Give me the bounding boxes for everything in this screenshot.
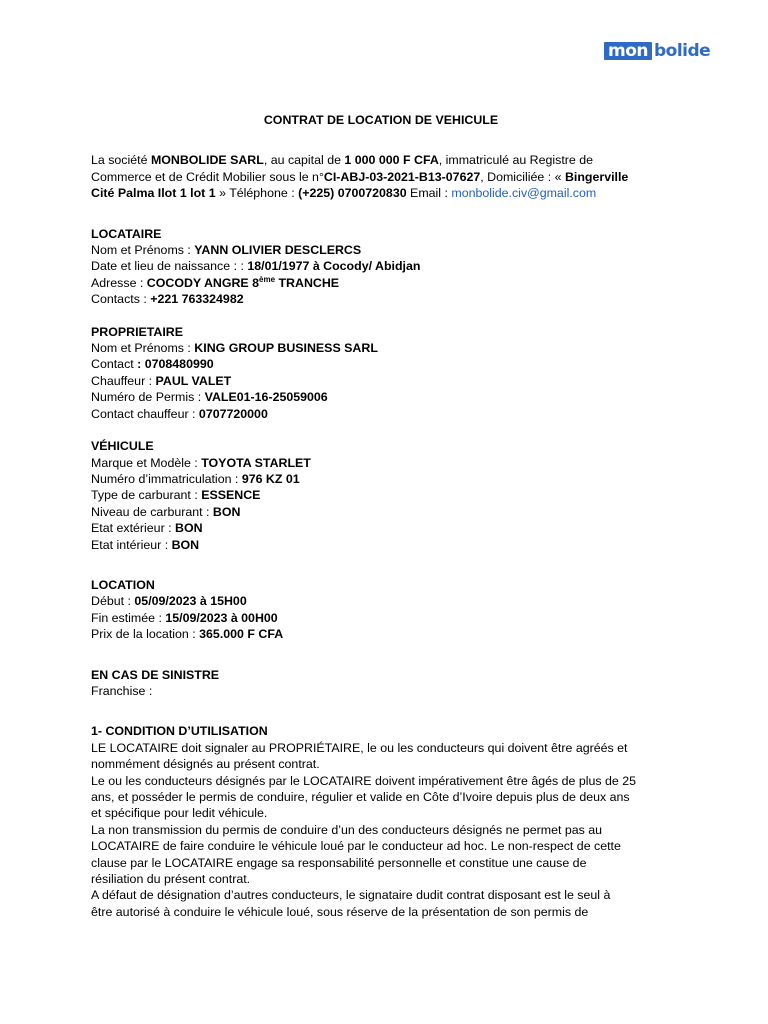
- rccm-number: CI-ABJ-03-2021-B13-07627: [323, 169, 481, 184]
- franchise-label: Franchise :: [91, 683, 153, 698]
- condition-line: LOCATAIRE de faire conduire le véhicule loué par le conducteur ad hoc. Le non-respect de cette: [91, 839, 621, 854]
- condition-line: ans, et posséder le permis de conduire, régulier et valide en Côte d’Ivoire depuis plus de deux ans: [91, 790, 630, 804]
- fuel-type: ESSENCE: [201, 488, 261, 503]
- driver-permit-number: VALE01-16-25059006: [204, 390, 328, 405]
- proprietaire-contact: : 0708480990: [137, 357, 214, 372]
- locataire-heading: LOCATAIRE: [91, 226, 162, 241]
- logo-part-bolide: bolide: [654, 41, 711, 61]
- section-location: LOCATION Début : 05/09/2023 à 15H00 Fin estimée : 15/09/2023 à 00H00 Prix de la location : 365.000 F CFA: [91, 577, 671, 643]
- proprietaire-name: KING GROUP BUSINESS SARL: [194, 341, 378, 356]
- logo-part-mon: mon: [604, 42, 652, 60]
- company-email-link[interactable]: monbolide.civ@gmail.com: [451, 186, 597, 201]
- fuel-level: BON: [212, 504, 241, 519]
- condition-line: La non transmission du permis de conduire d’un des conducteurs désignés ne permet pas au: [91, 822, 603, 837]
- section-sinistre: [91, 667, 671, 700]
- location-heading: LOCATION: [91, 577, 155, 592]
- rental-end: 15/09/2023 à 00H00: [165, 610, 278, 625]
- company-phone: (+225) 0700720830: [298, 186, 407, 201]
- contract-title: CONTRAT DE LOCATION DE VEHICULE: [263, 113, 499, 127]
- vehicle-plate: 976 KZ 01: [241, 471, 300, 486]
- rental-start: 05/09/2023 à 15H00: [134, 594, 247, 609]
- driver-contact: 0707720000: [198, 406, 268, 421]
- address-part-2: Cité Palma Ilot 1 lot 1: [91, 186, 216, 201]
- vehicle-model: TOYOTA STARLET: [201, 455, 311, 470]
- proprietaire-heading: PROPRIETAIRE: [91, 324, 184, 339]
- condition-line: Le ou les conducteurs désignés par le LOCATAIRE doivent impérativement être âgés de plus de 25: [91, 773, 637, 788]
- condition-line: résiliation du présent contrat.: [91, 872, 251, 887]
- contract-document: [91, 112, 671, 920]
- intro-paragraph: La société MONBOLIDE SARL, au capital de 1 000 000 F CFA, immatriculé au Registre de Commerce et de Crédit Mobilier sous le n°CI-ABJ-03-2021-B13-07627, Domiciliée : « Bingerville Cité Palma Ilot 1 lot 1 » Téléphone : (+225) 0700720830 Email : monbolide.civ@gmail.com: [91, 153, 629, 201]
- locataire-birth: 18/01/1977 à Cocody/ Abidjan: [247, 259, 421, 274]
- section-locataire: LOCATAIRE Nom et Prénoms : YANN OLIVIER DESCLERCS Date et lieu de naissance : : 18/01/1977 à Cocody/ Abidjan Adresse : COCODY ANGRE 8ème TRANCHE Contacts : +221 763324982: [91, 226, 671, 308]
- company-name: MONBOLIDE SARL: [150, 153, 264, 168]
- vehicule-heading: VÉHICULE: [91, 439, 154, 454]
- locataire-contacts: +221 763324982: [150, 292, 244, 307]
- sinistre-heading: EN CAS DE SINISTRE: [91, 667, 220, 682]
- condition-line: et spécifique pour ledit véhicule.: [91, 806, 268, 821]
- locataire-name: YANN OLIVIER DESCLERCS: [194, 243, 362, 258]
- condition-line: LE LOCATAIRE doit signaler au PROPRIÉTAIRE, le ou les conducteurs qui doivent être agréés et: [91, 740, 628, 755]
- conditions-heading: 1- CONDITION D’UTILISATION: [91, 724, 268, 739]
- condition-line: nommément désignés au présent contrat.: [91, 757, 320, 772]
- locataire-address: COCODY ANGRE 8ème TRANCHE: [146, 274, 340, 290]
- section-conditions: [91, 723, 671, 920]
- condition-line: clause par le LOCATAIRE engage sa responsabilité personnelle et constitue une cause de: [91, 855, 587, 870]
- interior-condition: BON: [171, 537, 200, 552]
- monbolide-logo: [604, 41, 710, 61]
- address-part-1: Bingerville: [564, 169, 629, 184]
- section-vehicule: VÉHICULE Marque et Modèle : TOYOTA STARLET Numéro d’immatriculation : 976 KZ 01 Type de carburant : ESSENCE Niveau de carburant : BON Etat extérieur : BON Etat intérieur : BON: [91, 438, 671, 553]
- section-proprietaire: PROPRIETAIRE Nom et Prénoms : KING GROUP BUSINESS SARL Contact : 0708480990 Chauffeur : PAUL VALET Numéro de Permis : VALE01-16-25059006 Contact chauffeur : 0707720000: [91, 324, 671, 422]
- condition-line: A défaut de désignation d’autres conducteurs, le signataire dudit contrat disposant est le seul à: [91, 888, 611, 903]
- exterior-condition: BON: [175, 521, 203, 536]
- condition-line: être autorisé à conduire le véhicule loué, sous réserve de la présentation de son permis de: [91, 904, 589, 919]
- rental-price: 365.000 F CFA: [199, 627, 284, 642]
- company-capital: 1 000 000 F CFA: [344, 153, 439, 168]
- driver-name: PAUL VALET: [155, 373, 232, 388]
